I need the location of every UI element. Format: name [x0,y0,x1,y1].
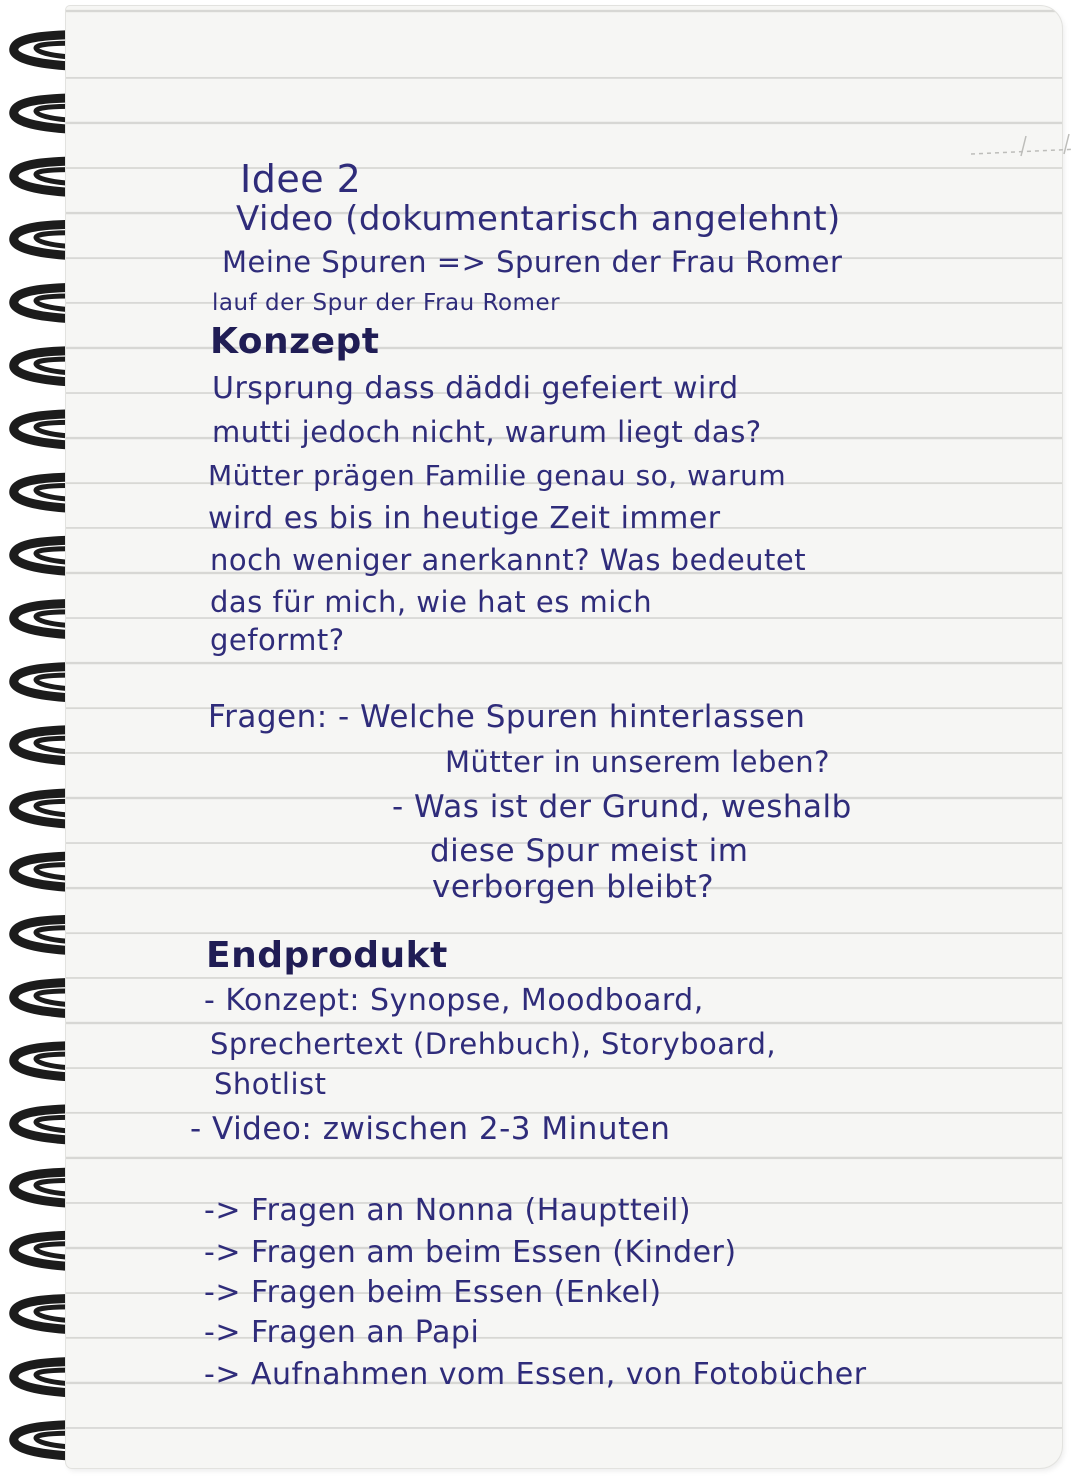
title-line: Idee 2 [240,157,362,201]
questions-line: Fragen: - Welche Spuren hinterlassen [208,699,806,735]
product-line: Shotlist [214,1067,327,1101]
questions-line: verborgen bleibt? [432,869,715,905]
questions-line: diese Spur meist im [430,833,749,869]
concept-line: das für mich, wie hat es mich [210,585,653,619]
subtitle-line: Video (dokumentarisch angelehnt) [236,199,841,239]
todo-item: -> Fragen an Nonna (Hauptteil) [204,1193,692,1228]
topic-subline: lauf der Spur der Frau Romer [212,290,561,316]
heading-endprodukt: Endprodukt [206,935,448,976]
heading-konzept: Konzept [210,321,380,362]
page-corner-marks [971,126,1073,166]
todo-item: -> Fragen beim Essen (Enkel) [204,1275,662,1310]
concept-line: geformt? [210,623,345,657]
todo-item: -> Fragen am beim Essen (Kinder) [204,1235,737,1270]
concept-line: mutti jedoch nicht, warum liegt das? [212,415,762,449]
todo-item: -> Aufnahmen vom Essen, von Fotobücher [204,1357,867,1392]
product-line: - Konzept: Synopse, Moodboard, [204,983,704,1018]
concept-line: Ursprung dass däddi gefeiert wird [212,371,739,406]
questions-line: Mütter in unserem leben? [445,745,831,779]
topic-line: Meine Spuren => Spuren der Frau Romer [222,245,843,279]
concept-line: wird es bis in heutige Zeit immer [208,501,721,536]
questions-line: - Was ist der Grund, weshalb [392,789,852,825]
concept-line: Mütter prägen Familie genau so, warum [208,459,787,492]
concept-line: noch weniger anerkannt? Was bedeutet [210,543,807,577]
todo-item: -> Fragen an Papi [204,1315,480,1350]
product-line: Sprechertext (Drehbuch), Storyboard, [210,1027,777,1061]
product-line: - Video: zwischen 2-3 Minuten [190,1111,671,1147]
